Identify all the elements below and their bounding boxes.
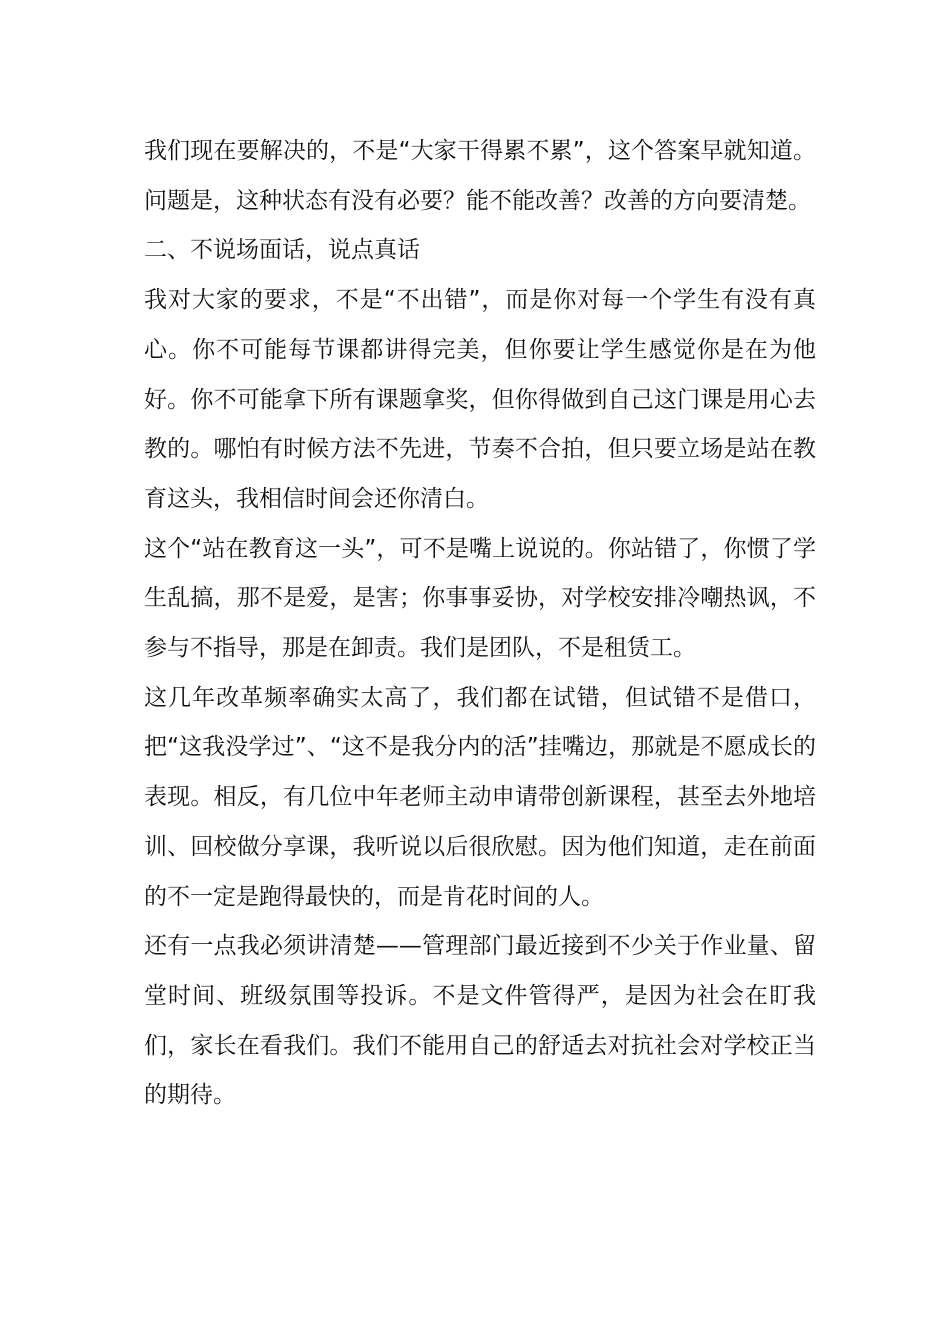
paragraph-reform: 这几年改革频率确实太高了，我们都在试错，但试错不是借口，把“这我没学过”、“这不是我分内的活”挂嘴边，那就是不愿成长的表现。相反，有几位中年老师主动申请带创新课程，甚至去外地培训、回校做分享课，我听说以后很欣慰。因为他们知道，走在前面的不一定是跑得最快的，而是肯花时间的人。 (144, 684, 816, 910)
paragraph-requirements: 我对大家的要求，不是“不出错”，而是你对每一个学生有没有真心。你不可能每节课都讲得完美，但你要让学生感觉你是在为他好。你不可能拿下所有课题拿奖，但你得做到自己这门课是用心去教的。哪怕有时候方法不先进，节奏不合拍，但只要立场是站在教育这头，我相信时间会还你清白。 (144, 287, 816, 512)
paragraph-complaints: 还有一点我必须讲清楚——管理部门最近接到不少关于作业量、留堂时间、班级氛围等投诉。不是文件管得严，是因为社会在盯我们，家长在看我们。我们不能用自己的舒适去对抗社会对学校正当的期待。 (144, 933, 816, 1109)
document-body (144, 127, 816, 1121)
paragraph-problem-statement: 我们现在要解决的，不是“大家干得累不累”，这个答案早就知道。问题是，这种状态有没有必要？能不能改善？改善的方向要清楚。 (144, 138, 816, 214)
section-heading-2: 二、不说场面话，说点真话 (144, 237, 420, 264)
paragraph-stand-with-education: 这个“站在教育这一头”，可不是嘴上说说的。你站错了，你惯了学生乱搞，那不是爱，是害；你事事妥协，对学校安排冷嘲热讽，不参与不指导，那是在卸责。我们是团队，不是租赁工。 (144, 535, 816, 662)
